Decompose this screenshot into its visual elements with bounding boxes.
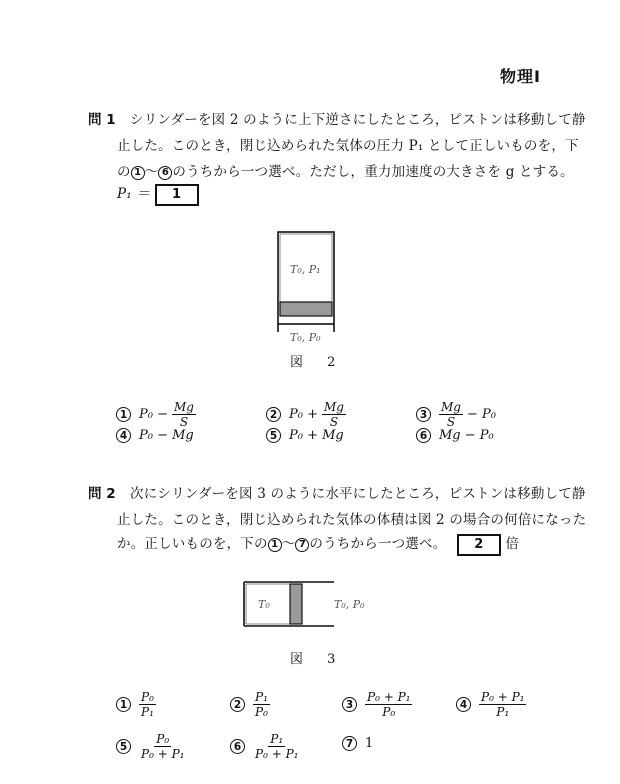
figure-2-outer-label: T₀, P₀: [290, 331, 321, 344]
figure-3-caption: 図 3: [290, 652, 346, 667]
option-number: 4: [456, 697, 471, 712]
q1-option-5[interactable]: 5 P₀ + Mg: [266, 428, 344, 443]
option-number: 7: [342, 736, 357, 751]
question-2-line-3: か。正しいものを，下の 1 〜 7 のうちから一つ選べ。 2 倍: [117, 532, 519, 556]
q1-option-4[interactable]: 4 P₀ − Mg: [116, 428, 194, 443]
option-number: 5: [116, 739, 131, 754]
fraction: $\frac{\text{P₁}}{\text{P₀}}$: [255, 690, 268, 719]
option-number: 3: [342, 697, 357, 712]
q2-option-1[interactable]: [116, 690, 156, 719]
subject-title: 物理Ⅰ: [500, 67, 541, 86]
question-2-line-2: 止した。このとき，閉じ込められた気体の体積は図 2 の場合の何倍になった: [117, 512, 587, 528]
fraction: $\frac{\text{P₀ + P₁}}{\text{P₀}}$: [367, 690, 411, 719]
range-start-marker: 1: [268, 538, 282, 552]
piston: [280, 302, 332, 316]
question-1-answer-row: [117, 182, 199, 206]
q2-option-5[interactable]: [116, 732, 186, 761]
figure-3-diagram: [238, 574, 342, 634]
question-2-label: 問 2: [88, 486, 116, 502]
q2-option-7[interactable]: 7 1: [342, 736, 373, 751]
fraction: $\frac{Mg}{S}$: [323, 400, 344, 429]
fraction: $\frac{\text{P₁}}{\text{P₀ + P₁}}$: [255, 732, 299, 761]
q1-option-6[interactable]: 6 Mg − P₀: [416, 428, 494, 443]
q2-option-3[interactable]: [342, 690, 412, 719]
figure-2-inner-label: T₀, P₁: [290, 263, 321, 276]
option-number: 2: [230, 697, 245, 712]
answer-suffix: 倍: [505, 536, 520, 552]
option-number: 6: [230, 739, 245, 754]
option-number: 1: [116, 697, 131, 712]
q2-option-2[interactable]: [230, 690, 270, 719]
option-number: 6: [416, 428, 431, 443]
option-number: 1: [116, 407, 131, 422]
figure-3-inner-label: T₀: [258, 598, 270, 611]
q1-option-2[interactable]: 2 P₀ + $\frac{Mg}{S}$: [266, 400, 346, 429]
q2-option-6[interactable]: [230, 732, 300, 761]
option-number: 2: [266, 407, 281, 422]
answer-prefix: P₁ ＝: [117, 186, 151, 202]
piston-horizontal: [290, 584, 302, 624]
question-1-label: 問 1: [88, 112, 116, 128]
range-end-marker: 6: [158, 166, 172, 180]
option-number: 5: [266, 428, 281, 443]
question-2-line-1: 次にシリンダーを図 3 のように水平にしたところ，ピストンは移動して静: [130, 486, 586, 502]
question-1-line-3: の 1 〜 6 のうちから一つ選べ。ただし，重力加速度の大きさを g とする。: [117, 164, 574, 180]
option-number: 4: [116, 428, 131, 443]
range-start-marker: 1: [131, 166, 145, 180]
fraction: $\frac{Mg}{S}$: [441, 400, 461, 429]
figure-2-diagram: [270, 228, 342, 348]
figure-2-caption: 図 2: [290, 355, 346, 370]
fraction: $\frac{\text{P₀}}{\text{P₁}}$: [141, 690, 154, 719]
fraction: $\frac{\text{P₀ + P₁}}{\text{P₁}}$: [481, 690, 525, 719]
figure-3-outer-label: T₀, P₀: [334, 598, 365, 611]
option-number: 3: [416, 407, 431, 422]
q1-option-3[interactable]: 3 $\frac{Mg}{S}$ − P₀: [416, 400, 496, 429]
range-end-marker: 7: [295, 538, 309, 552]
answer-box-2: 2: [457, 534, 501, 556]
fraction: $\frac{Mg}{S}$: [173, 400, 194, 429]
question-1-line-2: 止した。このとき，閉じ込められた気体の圧力 P₁ として正しいものを，下: [117, 138, 579, 154]
q2-option-4[interactable]: [456, 690, 526, 719]
answer-box-1: 1: [155, 184, 199, 206]
q1-option-1[interactable]: 1 P₀ − $\frac{Mg}{S}$: [116, 400, 196, 429]
fraction: $\frac{\text{P₀}}{\text{P₀ + P₁}}$: [141, 732, 185, 761]
question-1-line-1: シリンダーを図 2 のように上下逆さにしたところ，ピストンは移動して静: [130, 112, 586, 128]
